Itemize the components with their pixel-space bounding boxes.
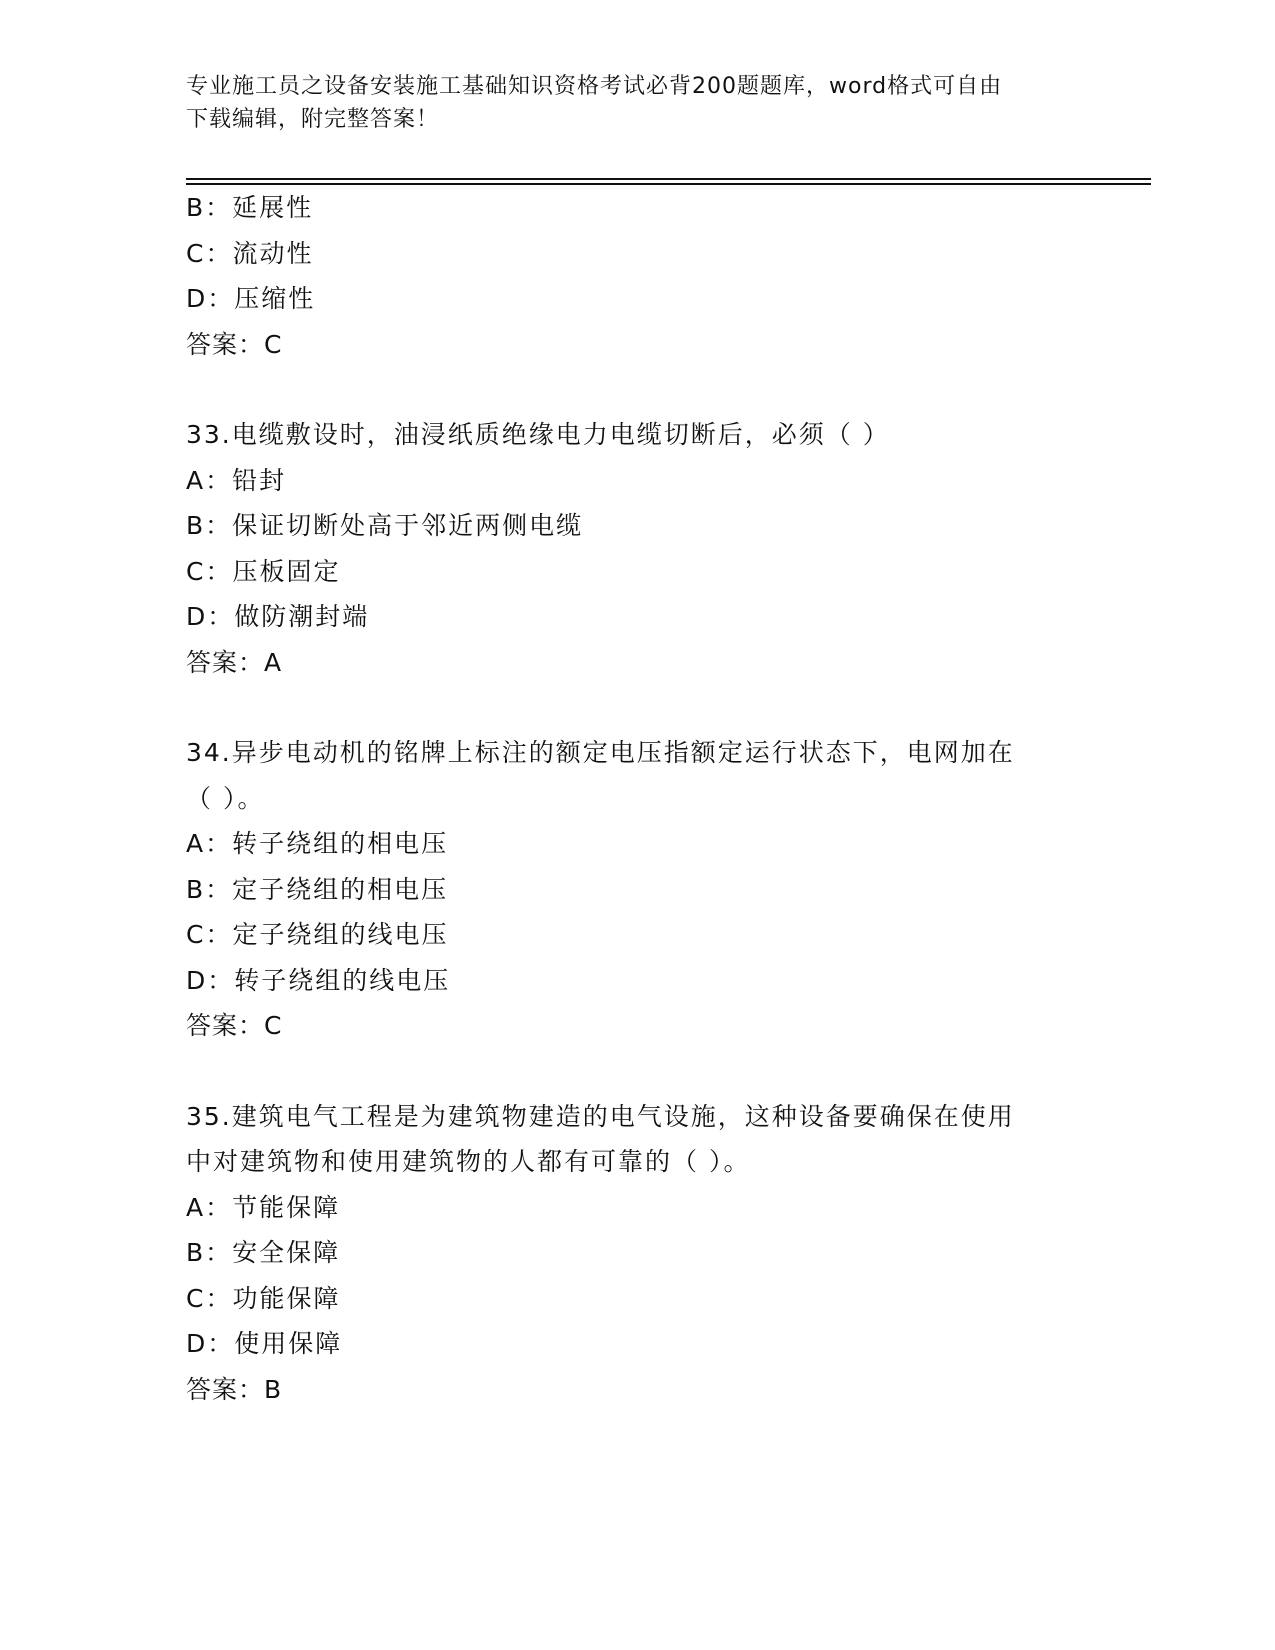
option-a: A：铅封 <box>186 465 287 495</box>
question-text: 33.电缆敷设时，油浸纸质绝缘电力电缆切断后，必须（ ） <box>186 420 890 449</box>
option-b: B：安全保障 <box>186 1238 341 1267</box>
option-d: D：压缩性 <box>186 284 316 313</box>
question-text: 34.异步电动机的铭牌上标注的额定电压指额定运行状态下，电网加在 <box>186 738 1015 767</box>
question-text: 35.建筑电气工程是为建筑物建造的电气设施，这种设备要确保在使用 <box>186 1101 1015 1131</box>
question-list <box>186 185 1086 1412</box>
header-divider <box>186 178 1151 180</box>
document-header <box>186 70 1066 136</box>
answer-line: 答案：C <box>186 1011 283 1040</box>
header-line: 下载编辑，附完整答案！ <box>186 107 440 132</box>
option-b: B：定子绕组的相电压 <box>186 874 449 904</box>
option-d: D：使用保障 <box>186 1329 343 1358</box>
answer-line: 答案：C <box>186 329 283 359</box>
spacer <box>186 1049 1086 1094</box>
option-c: C：定子绕组的线电压 <box>186 920 449 949</box>
option-b: B：保证切断处高于邻近两侧电缆 <box>186 511 584 540</box>
question-block <box>186 412 1086 685</box>
spacer <box>186 367 1086 412</box>
option-d: D：做防潮封端 <box>186 602 370 631</box>
option-a: A：节能保障 <box>186 1192 341 1222</box>
spacer <box>186 685 1086 730</box>
option-c: C：流动性 <box>186 238 314 268</box>
option-d: D：转子绕组的线电压 <box>186 965 451 995</box>
answer-line: 答案：B <box>186 1374 283 1404</box>
option-a: A：转子绕组的相电压 <box>186 829 449 858</box>
option-c: C：压板固定 <box>186 556 341 586</box>
question-block <box>186 185 1086 367</box>
question-text: 中对建筑物和使用建筑物的人都有可靠的（ ）。 <box>186 1147 751 1176</box>
option-b: B：延展性 <box>186 193 314 222</box>
question-block <box>186 1094 1086 1413</box>
option-c: C：功能保障 <box>186 1283 341 1313</box>
header-line: 专业施工员之设备安装施工基础知识资格考试必背200题题库，word格式可自由 <box>186 74 1003 99</box>
question-text: （ ）。 <box>186 783 265 813</box>
question-block <box>186 730 1086 1049</box>
answer-line: 答案：A <box>186 647 283 677</box>
